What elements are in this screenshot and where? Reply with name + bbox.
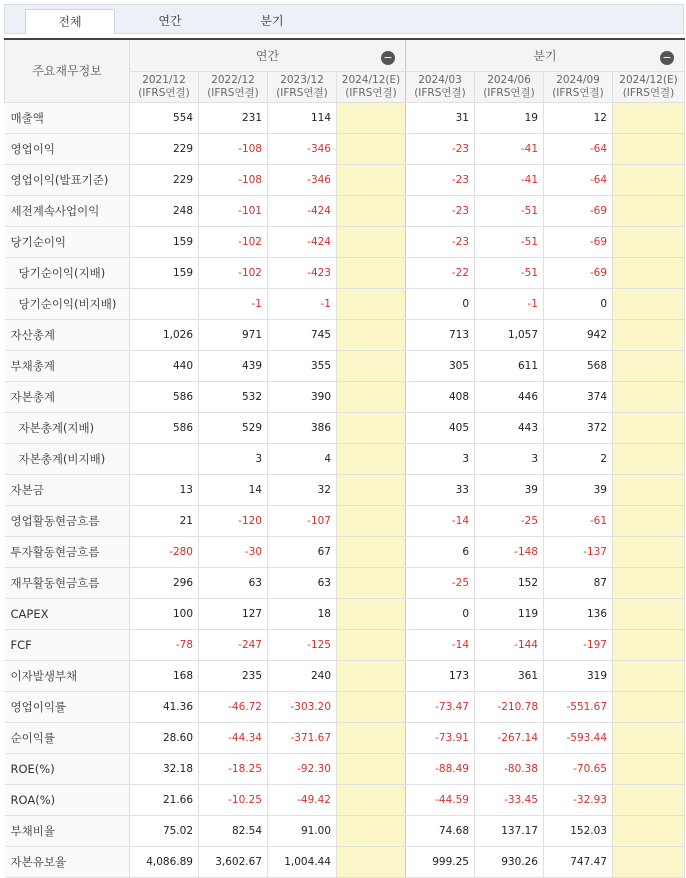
table-cell: 611 <box>475 350 544 381</box>
table-cell: 91.00 <box>268 815 337 846</box>
table-cell: 75.02 <box>130 815 199 846</box>
table-cell: -70.65 <box>544 753 613 784</box>
row-label: 당기순이익 <box>5 226 130 257</box>
period-date: 2024/09 <box>556 73 600 86</box>
table-cell <box>613 846 685 877</box>
table-cell: 33 <box>406 474 475 505</box>
table-cell: 305 <box>406 350 475 381</box>
table-cell: 0 <box>406 288 475 319</box>
table-cell: -73.91 <box>406 722 475 753</box>
table-cell: -247 <box>199 629 268 660</box>
table-cell <box>613 784 685 815</box>
tab-all[interactable]: 전체 <box>25 9 115 34</box>
table-cell: 74.68 <box>406 815 475 846</box>
table-cell: 586 <box>130 412 199 443</box>
table-cell <box>337 567 406 598</box>
table-cell: 586 <box>130 381 199 412</box>
table-cell: 39 <box>475 474 544 505</box>
period-header <box>199 71 268 102</box>
table-cell: -1 <box>199 288 268 319</box>
table-cell <box>337 505 406 536</box>
table-cell: -210.78 <box>475 691 544 722</box>
row-label: 재무활동현금흐름 <box>5 567 130 598</box>
table-cell: -69 <box>544 195 613 226</box>
table-cell: 532 <box>199 381 268 412</box>
table-cell: -25 <box>475 505 544 536</box>
row-label: 세전계속사업이익 <box>5 195 130 226</box>
table-cell: 100 <box>130 598 199 629</box>
table-cell <box>337 629 406 660</box>
table-cell <box>337 753 406 784</box>
row-label: 매출액 <box>5 102 130 133</box>
table-cell: 137.17 <box>475 815 544 846</box>
table-cell: 67 <box>268 536 337 567</box>
table-cell: 390 <box>268 381 337 412</box>
table-cell <box>613 288 685 319</box>
table-cell: -44.59 <box>406 784 475 815</box>
table-cell: 4 <box>268 443 337 474</box>
table-cell: 439 <box>199 350 268 381</box>
table-cell <box>613 226 685 257</box>
table-cell: 713 <box>406 319 475 350</box>
table-cell: -107 <box>268 505 337 536</box>
row-label: 영업이익 <box>5 133 130 164</box>
table-row <box>5 598 685 629</box>
table-cell: 6 <box>406 536 475 567</box>
period-basis: (IFRS연결) <box>207 86 259 99</box>
table-cell: 2 <box>544 443 613 474</box>
collapse-annual-icon[interactable]: − <box>381 51 395 65</box>
table-cell <box>337 815 406 846</box>
row-label: 자본총계(지배) <box>5 412 130 443</box>
table-cell: 999.25 <box>406 846 475 877</box>
table-cell <box>613 257 685 288</box>
row-label: 영업이익률 <box>5 691 130 722</box>
table-cell: -148 <box>475 536 544 567</box>
table-cell <box>337 257 406 288</box>
row-label: 자산총계 <box>5 319 130 350</box>
table-row <box>5 815 685 846</box>
row-label: 영업활동현금흐름 <box>5 505 130 536</box>
table-cell: 229 <box>130 164 199 195</box>
table-cell <box>337 846 406 877</box>
table-cell: 231 <box>199 102 268 133</box>
table-row <box>5 443 685 474</box>
table-cell <box>337 722 406 753</box>
table-cell: -22 <box>406 257 475 288</box>
table-cell: -78 <box>130 629 199 660</box>
table-cell: -144 <box>475 629 544 660</box>
table-cell: 355 <box>268 350 337 381</box>
table-cell: 1,004.44 <box>268 846 337 877</box>
period-date: 2024/12(E) <box>619 73 678 86</box>
table-cell: 930.26 <box>475 846 544 877</box>
table-row <box>5 226 685 257</box>
table-cell: 372 <box>544 412 613 443</box>
table-cell: -14 <box>406 505 475 536</box>
table-cell: -23 <box>406 164 475 195</box>
table-row <box>5 536 685 567</box>
table-cell <box>337 412 406 443</box>
table-cell <box>337 474 406 505</box>
table-row <box>5 288 685 319</box>
table-cell: -424 <box>268 226 337 257</box>
table-cell <box>337 598 406 629</box>
table-cell: 159 <box>130 226 199 257</box>
period-header <box>337 71 406 102</box>
table-cell: 0 <box>544 288 613 319</box>
table-row <box>5 691 685 722</box>
period-basis: (IFRS연결) <box>138 86 190 99</box>
table-cell: -371.67 <box>268 722 337 753</box>
table-cell: 152 <box>475 567 544 598</box>
table-cell: 3 <box>406 443 475 474</box>
table-cell: 18 <box>268 598 337 629</box>
table-cell: -423 <box>268 257 337 288</box>
table-cell: 32 <box>268 474 337 505</box>
table-cell <box>613 102 685 133</box>
row-label: 부채비율 <box>5 815 130 846</box>
row-label: 투자활동현금흐름 <box>5 536 130 567</box>
table-cell: -64 <box>544 164 613 195</box>
table-row <box>5 195 685 226</box>
table-row <box>5 784 685 815</box>
table-cell: -101 <box>199 195 268 226</box>
table-cell: -44.34 <box>199 722 268 753</box>
table-cell: 28.60 <box>130 722 199 753</box>
table-cell: -120 <box>199 505 268 536</box>
table-cell: -346 <box>268 133 337 164</box>
table-row <box>5 102 685 133</box>
period-basis: (IFRS연결) <box>552 86 604 99</box>
table-cell: 248 <box>130 195 199 226</box>
table-cell <box>613 536 685 567</box>
row-label: FCF <box>5 629 130 660</box>
table-cell: 114 <box>268 102 337 133</box>
table-cell <box>613 598 685 629</box>
table-cell: 82.54 <box>199 815 268 846</box>
table-cell: -49.42 <box>268 784 337 815</box>
period-date: 2023/12 <box>280 73 324 86</box>
table-cell: 119 <box>475 598 544 629</box>
table-cell: -424 <box>268 195 337 226</box>
table-cell <box>130 288 199 319</box>
table-cell: 152.03 <box>544 815 613 846</box>
table-cell <box>337 319 406 350</box>
table-row <box>5 133 685 164</box>
period-date: 2024/03 <box>418 73 462 86</box>
row-label: 당기순이익(지배) <box>5 257 130 288</box>
period-basis: (IFRS연결) <box>345 86 397 99</box>
table-cell: -593.44 <box>544 722 613 753</box>
table-cell: -267.14 <box>475 722 544 753</box>
table-cell: 405 <box>406 412 475 443</box>
annual-group-header <box>130 39 406 71</box>
table-cell: 136 <box>544 598 613 629</box>
table-cell <box>613 505 685 536</box>
table-cell <box>613 133 685 164</box>
table-cell: 31 <box>406 102 475 133</box>
table-cell <box>613 350 685 381</box>
table-cell <box>613 443 685 474</box>
table-cell: -10.25 <box>199 784 268 815</box>
row-label: 자본유보율 <box>5 846 130 877</box>
table-cell: 3 <box>475 443 544 474</box>
table-cell <box>613 381 685 412</box>
table-cell: -80.38 <box>475 753 544 784</box>
table-cell: -303.20 <box>268 691 337 722</box>
table-cell <box>337 195 406 226</box>
table-row <box>5 660 685 691</box>
table-cell <box>613 319 685 350</box>
table-cell: -1 <box>268 288 337 319</box>
table-cell: 63 <box>199 567 268 598</box>
table-row <box>5 350 685 381</box>
table-cell: 386 <box>268 412 337 443</box>
table-cell: -41 <box>475 133 544 164</box>
table-row <box>5 474 685 505</box>
period-date: 2024/06 <box>487 73 531 86</box>
table-cell <box>613 691 685 722</box>
table-cell: 173 <box>406 660 475 691</box>
table-cell: -108 <box>199 164 268 195</box>
table-cell: -69 <box>544 226 613 257</box>
table-cell <box>130 443 199 474</box>
table-cell <box>613 412 685 443</box>
table-cell <box>613 474 685 505</box>
period-basis: (IFRS연결) <box>483 86 535 99</box>
table-cell: -23 <box>406 195 475 226</box>
period-basis: (IFRS연결) <box>622 86 675 99</box>
period-date: 2021/12 <box>142 73 186 86</box>
table-cell: 229 <box>130 133 199 164</box>
table-cell: 3,602.67 <box>199 846 268 877</box>
table-row <box>5 257 685 288</box>
table-corner-label: 주요재무정보 <box>5 39 130 102</box>
table-cell <box>613 753 685 784</box>
table-cell: 19 <box>475 102 544 133</box>
table-cell: 971 <box>199 319 268 350</box>
table-cell <box>337 381 406 412</box>
tab-quarter[interactable]: 분기 <box>260 14 284 28</box>
table-row <box>5 381 685 412</box>
table-cell: 235 <box>199 660 268 691</box>
table-cell: -51 <box>475 226 544 257</box>
period-header <box>406 71 475 102</box>
period-header <box>544 71 613 102</box>
table-cell: 554 <box>130 102 199 133</box>
table-cell: -73.47 <box>406 691 475 722</box>
table-cell: 745 <box>268 319 337 350</box>
table-cell: 319 <box>544 660 613 691</box>
table-cell: 168 <box>130 660 199 691</box>
table-cell: 3 <box>199 443 268 474</box>
tab-annual[interactable]: 연간 <box>158 14 182 28</box>
table-cell <box>337 133 406 164</box>
table-cell: -23 <box>406 133 475 164</box>
table-cell <box>337 536 406 567</box>
table-cell: 1,026 <box>130 319 199 350</box>
table-row <box>5 722 685 753</box>
period-header <box>130 71 199 102</box>
table-cell: 13 <box>130 474 199 505</box>
quarter-group-header <box>406 39 685 71</box>
table-cell: -346 <box>268 164 337 195</box>
table-cell: 127 <box>199 598 268 629</box>
table-cell <box>613 567 685 598</box>
table-cell: 4,086.89 <box>130 846 199 877</box>
table-cell: 747.47 <box>544 846 613 877</box>
row-label: ROE(%) <box>5 753 130 784</box>
table-cell <box>337 226 406 257</box>
table-cell: -14 <box>406 629 475 660</box>
row-label: 부채총계 <box>5 350 130 381</box>
table-row <box>5 567 685 598</box>
row-label: 이자발생부채 <box>5 660 130 691</box>
table-cell <box>613 629 685 660</box>
table-cell: -23 <box>406 226 475 257</box>
row-label: 영업이익(발표기준) <box>5 164 130 195</box>
table-row <box>5 164 685 195</box>
table-cell: -64 <box>544 133 613 164</box>
table-cell: -102 <box>199 226 268 257</box>
table-cell <box>337 102 406 133</box>
period-header <box>613 71 685 102</box>
table-cell: 440 <box>130 350 199 381</box>
table-cell: -51 <box>475 195 544 226</box>
row-label: 당기순이익(비지배) <box>5 288 130 319</box>
table-cell <box>337 288 406 319</box>
table-cell <box>337 784 406 815</box>
table-cell: -88.49 <box>406 753 475 784</box>
table-cell: 374 <box>544 381 613 412</box>
table-cell: -551.67 <box>544 691 613 722</box>
financial-table <box>4 38 685 878</box>
table-cell: 12 <box>544 102 613 133</box>
period-date: 2024/12(E) <box>341 73 401 86</box>
table-cell <box>613 815 685 846</box>
table-cell <box>337 691 406 722</box>
table-cell: 0 <box>406 598 475 629</box>
table-cell: -280 <box>130 536 199 567</box>
period-basis: (IFRS연결) <box>276 86 328 99</box>
table-cell: 63 <box>268 567 337 598</box>
table-cell: 21.66 <box>130 784 199 815</box>
collapse-quarter-icon[interactable]: − <box>660 51 674 65</box>
table-cell <box>613 660 685 691</box>
table-cell: -30 <box>199 536 268 567</box>
table-cell <box>337 443 406 474</box>
table-cell <box>337 164 406 195</box>
table-cell: -69 <box>544 257 613 288</box>
period-header <box>268 71 337 102</box>
period-date: 2022/12 <box>211 73 255 86</box>
row-label: ROA(%) <box>5 784 130 815</box>
row-label: 순이익률 <box>5 722 130 753</box>
table-cell: 14 <box>199 474 268 505</box>
table-row <box>5 505 685 536</box>
table-cell: 361 <box>475 660 544 691</box>
table-cell: -137 <box>544 536 613 567</box>
table-cell: 39 <box>544 474 613 505</box>
table-cell: -18.25 <box>199 753 268 784</box>
table-cell <box>613 164 685 195</box>
table-cell: -125 <box>268 629 337 660</box>
table-cell: -33.45 <box>475 784 544 815</box>
tab-bar <box>4 4 684 34</box>
table-cell: 529 <box>199 412 268 443</box>
table-cell: -1 <box>475 288 544 319</box>
table-cell: -25 <box>406 567 475 598</box>
table-cell: -46.72 <box>199 691 268 722</box>
table-cell: -92.30 <box>268 753 337 784</box>
table-cell: -108 <box>199 133 268 164</box>
table-cell: -51 <box>475 257 544 288</box>
table-cell: 446 <box>475 381 544 412</box>
table-cell: 568 <box>544 350 613 381</box>
quarter-group-label: 분기 <box>533 48 557 63</box>
table-cell: 408 <box>406 381 475 412</box>
table-row <box>5 753 685 784</box>
table-cell: 159 <box>130 257 199 288</box>
table-row <box>5 319 685 350</box>
table-row <box>5 412 685 443</box>
row-label: 자본금 <box>5 474 130 505</box>
table-cell: -61 <box>544 505 613 536</box>
period-basis: (IFRS연결) <box>414 86 466 99</box>
row-label: CAPEX <box>5 598 130 629</box>
table-cell: 32.18 <box>130 753 199 784</box>
table-cell: 21 <box>130 505 199 536</box>
row-label: 자본총계 <box>5 381 130 412</box>
table-cell <box>337 350 406 381</box>
table-cell: 296 <box>130 567 199 598</box>
table-cell: 87 <box>544 567 613 598</box>
table-cell <box>613 722 685 753</box>
table-cell: -197 <box>544 629 613 660</box>
table-cell: -102 <box>199 257 268 288</box>
table-cell <box>337 660 406 691</box>
table-cell: 41.36 <box>130 691 199 722</box>
table-cell: 240 <box>268 660 337 691</box>
table-row <box>5 846 685 877</box>
table-cell: 1,057 <box>475 319 544 350</box>
table-cell: -41 <box>475 164 544 195</box>
table-cell: -32.93 <box>544 784 613 815</box>
period-header <box>475 71 544 102</box>
table-cell: 942 <box>544 319 613 350</box>
row-label: 자본총계(비지배) <box>5 443 130 474</box>
annual-group-label: 연간 <box>255 48 280 63</box>
table-cell <box>613 195 685 226</box>
table-cell: 443 <box>475 412 544 443</box>
table-row <box>5 629 685 660</box>
